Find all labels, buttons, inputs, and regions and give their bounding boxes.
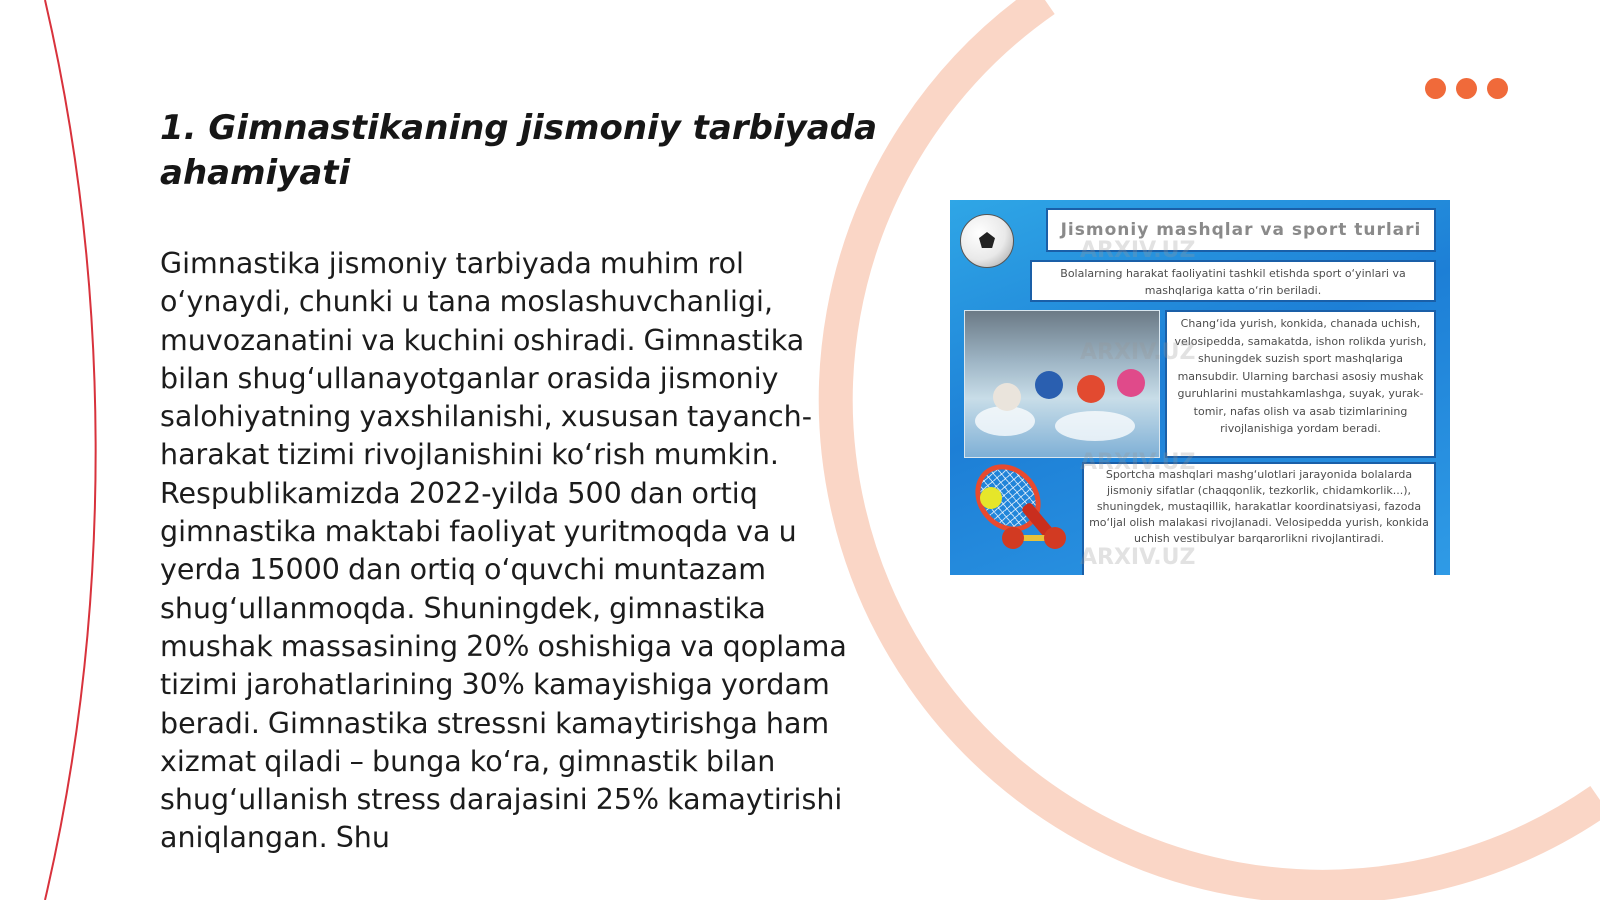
dot [1487, 78, 1508, 99]
soccer-ball-icon [960, 214, 1014, 268]
sports-poster-image [950, 200, 1450, 575]
dot [1456, 78, 1477, 99]
swimmer-cap [993, 383, 1021, 411]
watermark: ARXIV.UZ [1080, 545, 1196, 570]
poster-subtitle: Bolalarning harakat faoliyatini tashkil etishda sport o‘yinlari va mashqlariga katta o‘rin beriladi. [1030, 260, 1436, 302]
slide-body-text: Gimnastika jismoniy tarbiyada muhim rol o‘ynaydi, chunki u tana moslashuvchanligi, muvozanatini va kuchini oshiradi. Gimnastika bilan shug‘ullanayotganlar orasida jismoniy salohiyatning yaxshilanishi, xususan tayanch-harakat tizimi rivojlanishini ko‘rish mumkin. Respublikamizda 2022-yilda 500 dan ortiq gimnastika maktabi faoliyat yuritmoqda va u yerda 15000 dan ortiq o‘quvchi muntazam shug‘ullanmoqda. Shuningdek, gimnastika mushak massasining 20% oshishiga va qoplama tizimi jarohatlarining 30% kamayishiga yordam beradi. Gimnastika stressni kamaytirishga ham xizmat qiladi – bunga ko‘ra, gimnastik bilan shug‘ullanish stress darajasini 25% kamaytirishi aniqlangan. Shu [160, 247, 847, 855]
watermark: ARXIV.UZ [1080, 238, 1196, 263]
tennis-ball-icon [980, 487, 1002, 509]
slide-title: 1. Gimnastikaning jismoniy tarbiyada ahamiyati [160, 108, 878, 193]
dumbbell-icon [1002, 525, 1066, 551]
left-red-curve [45, 0, 96, 900]
dumbbell-weight [1044, 527, 1066, 549]
poster-right-text: Chang‘ida yurish, konkida, chanada uchish, velosipedda, samakatda, ishon rolikda yurish, shuningdek suzish sport mashqlariga mansubdir. Ularning barchasi asosiy mushak guruhlarini mustahkamlashga, suyak, yurak-tomir, nafas olish va asab tizimlarining rivojlanishiga yordam beradi. [1165, 310, 1436, 458]
dumbbell-weight [1002, 527, 1024, 549]
watermark: ARXIV.UZ [1080, 450, 1196, 475]
poster-title: Jismoniy mashqlar va sport turlari [1046, 208, 1436, 252]
swimmers-photo [964, 310, 1160, 458]
poster-bottom-text: Sportcha mashqlari mashg‘ulotlari jarayonida bolalarda jismoniy sifatlar (chaqqonlik, tezkorlik, chidamkorlik...), shuningdek, mustaqillik, harakatlar koordinatsiyasi, fazoda mo‘ljal olish malakasi rivojlanadi. Velosipedda yurish, konkida uchish vestibulyar barqarorlikni rivojlantiradi. [1082, 462, 1436, 575]
swimmer-cap [1077, 375, 1105, 403]
swimmer-cap [1117, 369, 1145, 397]
watermark: ARXIV.UZ [1080, 340, 1196, 365]
dot [1425, 78, 1446, 99]
menu-dots-icon [1425, 78, 1508, 99]
water-splash [1055, 411, 1135, 441]
swimmer-cap [1035, 371, 1063, 399]
